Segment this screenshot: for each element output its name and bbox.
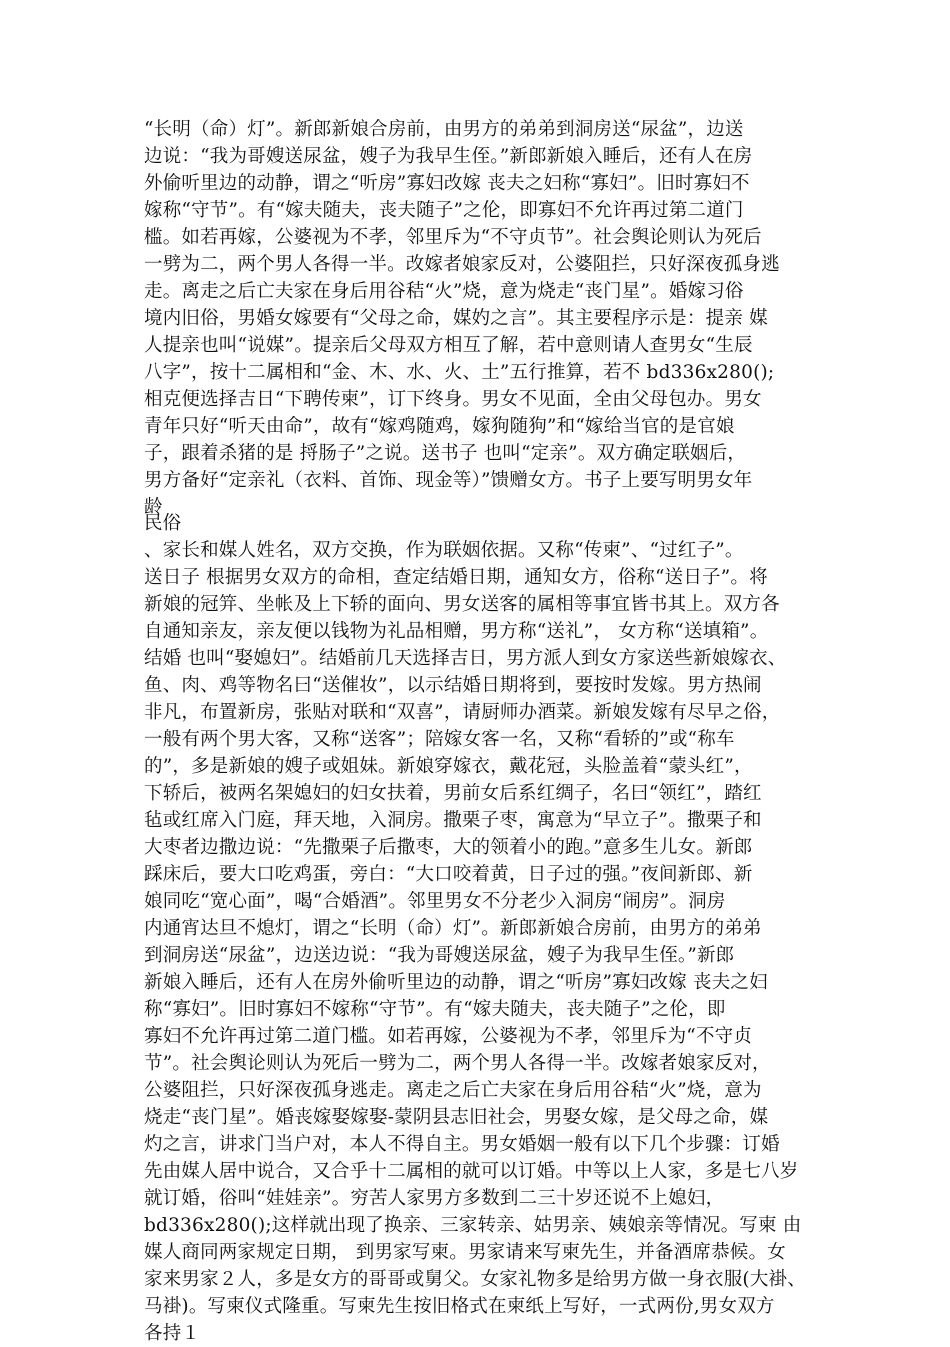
text-line: 青年只好“听天由命”，故有“嫁鸡随鸡，嫁狗随狗”和“嫁给当官的是官娘 (144, 416, 735, 437)
text-line: 走。离走之后亡夫家在身后用谷秸“火”烧，意为烧走“丧门星”。婚嫁习俗 (144, 281, 744, 302)
text-line: 节”。社会舆论则认为死后一劈为二，两个男人各得一半。改嫁者娘家反对， (144, 1053, 771, 1074)
text-line: 各持１ (144, 1323, 201, 1344)
text-line: 自通知亲友，亲友便以钱物为礼品相赠，男方称“送礼”， 女方称“送填箱”。 (144, 621, 769, 642)
text-line: 媒人商同两家规定日期， 到男家写柬。男家请来写柬先生，并备酒席恭候。女 (144, 1242, 786, 1263)
text-line: 公婆阻拦，只好深夜孤身逃走。离走之后亡夫家在身后用谷秸“火”烧，意为 (144, 1080, 762, 1101)
text-line: 踩床后，要大口吃鸡蛋，旁白：“大口咬着黄，日子过的强。”夜间新郎、新 (144, 864, 753, 885)
text-line: 结婚 也叫“娶媳妇”。结婚前几天选择吉日，男方派人到女方家送些新娘嫁衣、 (144, 648, 787, 669)
text-line: 、家长和媒人姓名，双方交换，作为联姻依据。又称“传柬”、“过红子”。 (144, 540, 744, 561)
text-line: 龄 (144, 497, 163, 518)
text-line: 外偷听里边的动静，谓之“听房”寡妇改嫁 丧夫之妇称“寡妇”。旧时寡妇不 (144, 173, 750, 194)
text-line: 男方备好“定亲礼（衣料、首饰、现金等）”馈赠女方。书子上要写明男女年 (144, 470, 753, 491)
text-line: 一般有两个男大客，又称“送客”；陪嫁女客一名，又称“看轿的”或“称车 (144, 729, 735, 750)
text-line: 一劈为二，两个男人各得一半。改嫁者娘家反对，公婆阻拦，只好深夜孤身逃 (144, 254, 780, 275)
text-line: 新娘的冠笄、坐帐及上下轿的面向、男女送客的属相等事宜皆书其上。双方各 (144, 594, 780, 615)
text-line: 送日子 根据男女双方的命相，查定结婚日期，通知女方，俗称“送日子”。将 (144, 567, 768, 588)
paragraph-2 (144, 537, 820, 1347)
text-line: 边说：“我为哥嫂送尿盆，嫂子为我早生侄。”新郎新娘入睡后，还有人在房 (144, 146, 753, 167)
text-line: 的”，多是新娘的嫂子或姐妹。新娘穿嫁衣，戴花冠，头脸盖着“蒙头红”， (144, 756, 753, 777)
text-line: 内通宵达旦不熄灯，谓之“长明（命）灯”。新郎新娘合房前，由男方的弟弟 (144, 918, 762, 939)
text-line: “长明（命）灯”。新郎新娘合房前，由男方的弟弟到洞房送“尿盆”，边送 (144, 119, 744, 140)
text-line: 人提亲也叫“说媒”。提亲后父母双方相互了解，若中意则请人查男女“生辰 (144, 335, 753, 356)
text-line: 非凡，布置新房，张贴对联和“双喜”，请厨师办酒菜。新娘发嫁有尽早之俗， (144, 702, 781, 723)
text-line: 子，跟着杀猪的是 捋肠子”之说。送书子 也叫“定亲”。双方确定联姻后， (144, 443, 747, 464)
text-line: 鱼、肉、鸡等物名曰“送催妆”，以示结婚日期将到，要按时发嫁。男方热闹 (144, 675, 762, 696)
text-line: 大枣者边撒边说：“先撒栗子后撒枣，大的领着小的跑。”意多生儿女。新郎 (144, 837, 753, 858)
text-line: 马褂)。写柬仪式隆重。写柬先生按旧格式在柬纸上写好，一式两份,男女双方 (144, 1296, 775, 1317)
text-line: 家来男家２人，多是女方的哥哥或舅父。女家礼物多是给男方做一身衣服(大褂、 (144, 1269, 806, 1290)
text-line: 相克便选择吉日“下聘传柬”，订下终身。男女不见面，全由父母包办。男女 (144, 389, 762, 410)
text-line: 到洞房送“尿盆”，边送边说：“我为哥嫂送尿盆，嫂子为我早生侄。”新郎 (144, 945, 735, 966)
paragraph-1 (144, 116, 820, 521)
section-heading: 民俗 (144, 513, 182, 534)
text-line: 就订婚，俗叫“娃娃亲”。穷苦人家男方多数到二三十岁还说不上媳妇， (144, 1188, 725, 1209)
text-line: 先由媒人居中说合，又合乎十二属相的就可以订婚。中等以上人家，多是七八岁 (144, 1161, 799, 1182)
text-line: 称“寡妇”。旧时寡妇不嫁称“守节”。有“嫁夫随夫，丧夫随子”之伦，即 (144, 999, 726, 1020)
text-line: 灼之言，讲求门当户对，本人不得自主。男女婚姻一般有以下几个步骤：订婚 (144, 1134, 780, 1155)
text-line: 毡或红席入门庭，拜天地，入洞房。撒栗子枣，寓意为“早立子”。撒栗子和 (144, 810, 762, 831)
text-line: 八字”，按十二属相和“金、木、水、火、土”五行推算，若不 bd336x280(); (144, 362, 775, 383)
text-line: 烧走“丧门星”。婚丧嫁娶嫁娶-蒙阴县志旧社会，男娶女嫁，是父母之命，媒 (144, 1107, 769, 1128)
text-line: 境内旧俗，男婚女嫁要有“父母之命，媒妁之言”。其主要程序示是：提亲 媒 (144, 308, 768, 329)
text-line: 寡妇不允许再过第二道门槛。如若再嫁，公婆视为不孝，邻里斥为“不守贞 (144, 1026, 753, 1047)
text-line: bd336x280();这样就出现了换亲、三家转亲、姑男亲、姨娘亲等情况。写柬 由 (144, 1215, 802, 1236)
text-line: 下轿后，被两名架媳妇的妇女扶着，男前女后系红绸子，名曰“领红”，踏红 (144, 783, 762, 804)
text-line: 娘同吃“宽心面”，喝“合婚酒”。邻里男女不分老少入洞房“闹房”。洞房 (144, 891, 726, 912)
text-line: 新娘入睡后，还有人在房外偷听里边的动静，谓之“听房”寡妇改嫁 丧夫之妇 (144, 972, 768, 993)
text-line: 嫁称“守节”。有“嫁夫随夫，丧夫随子”之伦，即寡妇不允许再过第二道门 (144, 200, 744, 221)
text-line: 槛。如若再嫁，公婆视为不孝，邻里斥为“不守贞节”。社会舆论则认为死后 (144, 227, 762, 248)
